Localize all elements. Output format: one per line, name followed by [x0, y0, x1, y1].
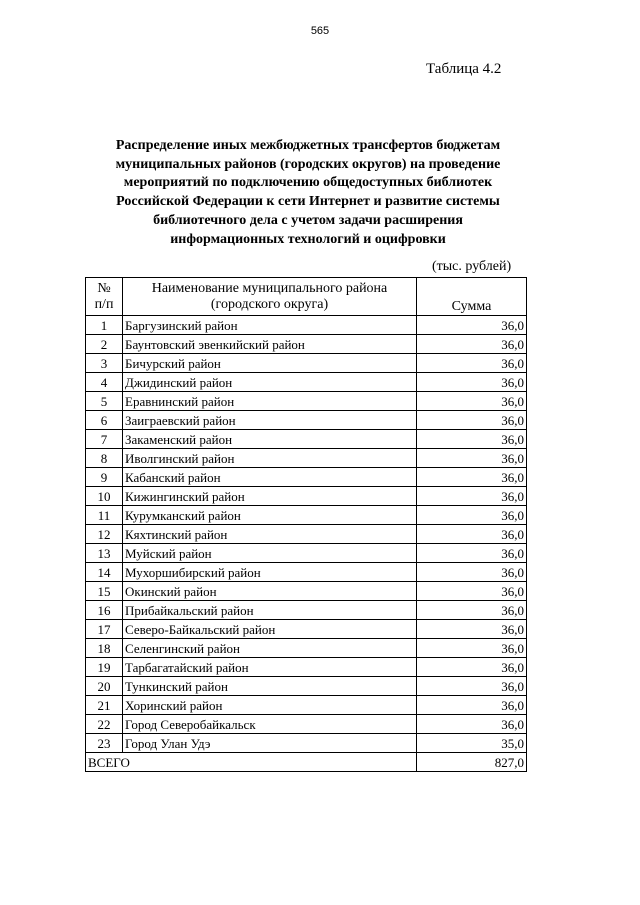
- table-row: [86, 696, 527, 715]
- row-name: Кижингинский район: [123, 487, 417, 506]
- row-sum: 35,0: [417, 734, 527, 753]
- row-number: 17: [86, 620, 123, 639]
- table-row: [86, 677, 527, 696]
- row-sum: 36,0: [417, 449, 527, 468]
- table-label: Таблица 4.2: [426, 61, 502, 77]
- table-row: [86, 525, 527, 544]
- title-line: библиотечного дела с учетом задачи расширения: [153, 212, 463, 228]
- total-row: [86, 753, 527, 772]
- table-row: [86, 620, 527, 639]
- table-row: [86, 430, 527, 449]
- table-row: [86, 658, 527, 677]
- row-name: Джидинский район: [123, 373, 417, 392]
- row-sum: 36,0: [417, 354, 527, 373]
- row-number: 16: [86, 601, 123, 620]
- row-sum: 36,0: [417, 468, 527, 487]
- total-label: ВСЕГО: [86, 753, 417, 772]
- row-sum: 36,0: [417, 525, 527, 544]
- row-sum: 36,0: [417, 563, 527, 582]
- row-number: 15: [86, 582, 123, 601]
- total-sum: 827,0: [417, 753, 527, 772]
- row-name: Бичурский район: [123, 354, 417, 373]
- header-name: [123, 278, 417, 316]
- row-name: Город Улан Удэ: [123, 734, 417, 753]
- table-row: [86, 335, 527, 354]
- row-name: Баргузинский район: [123, 316, 417, 335]
- table-header-row: [86, 278, 527, 316]
- row-name: Хоринский район: [123, 696, 417, 715]
- header-name-line1: Наименование муниципального района: [151, 280, 388, 296]
- header-name-line2: (городского округа): [210, 296, 329, 312]
- document-title: [80, 137, 536, 249]
- table-row: [86, 392, 527, 411]
- row-number: 20: [86, 677, 123, 696]
- row-number: 5: [86, 392, 123, 411]
- table-row: [86, 449, 527, 468]
- row-number: 18: [86, 639, 123, 658]
- row-number: 11: [86, 506, 123, 525]
- row-number: 4: [86, 373, 123, 392]
- row-sum: 36,0: [417, 639, 527, 658]
- row-name: Кяхтинский район: [123, 525, 417, 544]
- row-number: 21: [86, 696, 123, 715]
- row-sum: 36,0: [417, 392, 527, 411]
- row-name: Закаменский район: [123, 430, 417, 449]
- row-name: Мухоршибирский район: [123, 563, 417, 582]
- table-row: [86, 563, 527, 582]
- row-sum: 36,0: [417, 677, 527, 696]
- row-number: 12: [86, 525, 123, 544]
- row-name: Город Северобайкальск: [123, 715, 417, 734]
- row-name: Прибайкальский район: [123, 601, 417, 620]
- row-sum: 36,0: [417, 715, 527, 734]
- transfers-table: [85, 277, 527, 772]
- row-sum: 36,0: [417, 544, 527, 563]
- title-line: информационных технологий и оцифровки: [170, 231, 446, 247]
- row-sum: 36,0: [417, 373, 527, 392]
- row-name: Тарбагатайский район: [123, 658, 417, 677]
- row-sum: 36,0: [417, 335, 527, 354]
- row-name: Муйский район: [123, 544, 417, 563]
- title-line: муниципальных районов (городских округов) на проведение: [115, 156, 501, 172]
- table-row: [86, 601, 527, 620]
- table-row: [86, 544, 527, 563]
- row-number: 8: [86, 449, 123, 468]
- table-row: [86, 506, 527, 525]
- row-name: Окинский район: [123, 582, 417, 601]
- row-name: Баунтовский эвенкийский район: [123, 335, 417, 354]
- table-row: [86, 468, 527, 487]
- table-row: [86, 582, 527, 601]
- table-row: [86, 373, 527, 392]
- row-number: 6: [86, 411, 123, 430]
- row-sum: 36,0: [417, 316, 527, 335]
- title-line: мероприятий по подключению общедоступных библиотек: [123, 175, 493, 191]
- row-sum: 36,0: [417, 506, 527, 525]
- row-number: 2: [86, 335, 123, 354]
- header-number-line1: №: [97, 280, 111, 296]
- table-row: [86, 734, 527, 753]
- header-sum: Сумма: [417, 278, 527, 316]
- row-name: Кабанский район: [123, 468, 417, 487]
- table-row: [86, 316, 527, 335]
- row-number: 7: [86, 430, 123, 449]
- table-row: [86, 354, 527, 373]
- title-line: Распределение иных межбюджетных трансфертов бюджетам: [115, 138, 501, 153]
- row-name: Еравнинский район: [123, 392, 417, 411]
- row-number: 14: [86, 563, 123, 582]
- row-sum: 36,0: [417, 430, 527, 449]
- table-row: [86, 715, 527, 734]
- row-name: Заиграевский район: [123, 411, 417, 430]
- row-name: Курумканский район: [123, 506, 417, 525]
- table-row: [86, 639, 527, 658]
- row-name: Иволгинский район: [123, 449, 417, 468]
- header-number-line2: п/п: [94, 296, 114, 312]
- page-number: 565: [310, 25, 330, 37]
- table-row: [86, 487, 527, 506]
- row-number: 13: [86, 544, 123, 563]
- row-sum: 36,0: [417, 601, 527, 620]
- row-sum: 36,0: [417, 411, 527, 430]
- row-sum: 36,0: [417, 658, 527, 677]
- row-sum: 36,0: [417, 582, 527, 601]
- header-number: [86, 278, 123, 316]
- row-name: Тункинский район: [123, 677, 417, 696]
- row-number: 19: [86, 658, 123, 677]
- table-row: [86, 411, 527, 430]
- row-number: 23: [86, 734, 123, 753]
- row-name: Северо-Байкальский район: [123, 620, 417, 639]
- row-sum: 36,0: [417, 487, 527, 506]
- row-number: 9: [86, 468, 123, 487]
- row-number: 3: [86, 354, 123, 373]
- row-number: 10: [86, 487, 123, 506]
- row-name: Селенгинский район: [123, 639, 417, 658]
- row-sum: 36,0: [417, 696, 527, 715]
- row-number: 1: [86, 316, 123, 335]
- row-sum: 36,0: [417, 620, 527, 639]
- row-number: 22: [86, 715, 123, 734]
- title-line: Российской Федерации к сети Интернет и развитие системы: [116, 194, 500, 210]
- units-label: (тыс. рублей): [432, 259, 512, 274]
